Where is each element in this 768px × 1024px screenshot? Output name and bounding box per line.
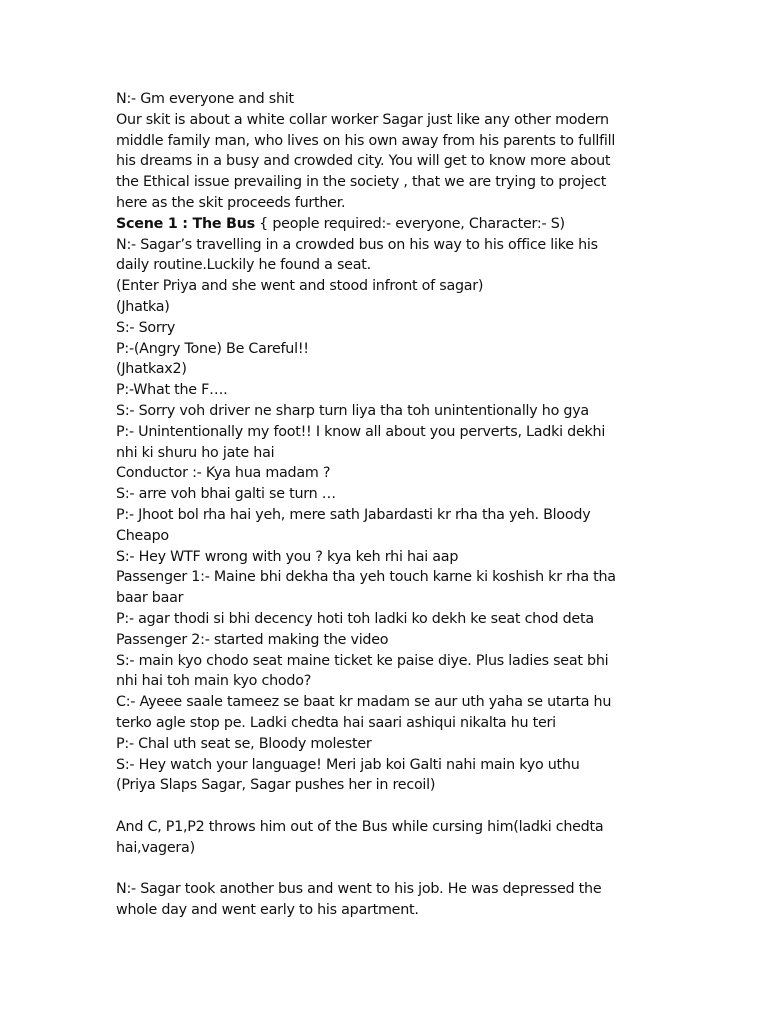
text-line: his dreams in a busy and crowded city. You will get to know more about (116, 153, 611, 170)
text-line: Cheapo (116, 527, 169, 544)
scene-heading: Scene 1 : The Bus (116, 215, 255, 232)
text-line: S:- Sorry (116, 319, 176, 336)
text-line: (Jhatkax2) (116, 361, 187, 378)
scene-heading-line (116, 214, 756, 235)
text-line: whole day and went early to his apartment. (116, 902, 419, 919)
text-line: Passenger 2:- started making the video (116, 631, 389, 648)
document-body (116, 89, 756, 921)
text-line: S:- Sorry voh driver ne sharp turn liya tha toh unintentionally ho gya (116, 402, 589, 419)
text-line: (Enter Priya and she went and stood infront of sagar) (116, 278, 484, 295)
text-line: N:- Sagar took another bus and went to his job. He was depressed the (116, 881, 602, 898)
text-line: daily routine.Luckily he found a seat. (116, 257, 371, 274)
text-line: N:- Gm everyone and shit (116, 91, 294, 107)
text-line: P:-What the F…. (116, 382, 228, 399)
text-line: And C, P1,P2 throws him out of the Bus while cursing him(ladki chedta (116, 818, 604, 835)
scene-requirements: { people required:- everyone, Character:- S) (254, 215, 565, 232)
text-line: middle family man, who lives on his own away from his parents to fullfill (116, 132, 616, 149)
paragraph-gap (116, 858, 756, 879)
text-line: N:- Sagar’s travelling in a crowded bus on his way to his office like his (116, 236, 598, 253)
text-line: S:- arre voh bhai galti se turn … (116, 486, 336, 503)
text-line: baar baar (116, 590, 184, 607)
text-line: S:- Hey watch your language! Meri jab koi Galti nahi main kyo uthu (116, 756, 580, 773)
text-line: Conductor :- Kya hua madam ? (116, 465, 331, 482)
text-line: terko agle stop pe. Ladki chedta hai saari ashiqui nikalta hu teri (116, 714, 556, 731)
text-line: the Ethical issue prevailing in the society , that we are trying to project (116, 174, 607, 191)
text-line: S:- Hey WTF wrong with you ? kya keh rhi hai aap (116, 548, 459, 565)
text-line: C:- Ayeee saale tameez se baat kr madam se aur uth yaha se utarta hu (116, 694, 612, 711)
text-line: Passenger 1:- Maine bhi dekha tha yeh touch karne ki koshish kr rha tha (116, 569, 616, 586)
text-line: nhi ki shuru ho jate hai (116, 444, 275, 461)
text-line: S:- main kyo chodo seat maine ticket ke paise diye. Plus ladies seat bhi (116, 652, 609, 669)
text-line: (Priya Slaps Sagar, Sagar pushes her in recoil) (116, 777, 436, 794)
text-line: here as the skit proceeds further. (116, 194, 346, 211)
text-line: P:- agar thodi si bhi decency hoti toh ladki ko dekh ke seat chod deta (116, 610, 594, 627)
text-line: Our skit is about a white collar worker Sagar just like any other modern (116, 111, 609, 128)
text-line: hai,vagera) (116, 839, 195, 856)
text-line: nhi hai toh main kyo chodo? (116, 673, 312, 690)
text-line: P:- Chal uth seat se, Bloody molester (116, 735, 372, 752)
paragraph-gap (116, 796, 756, 817)
text-line: P:-(Angry Tone) Be Careful!! (116, 340, 309, 357)
text-line: (Jhatka) (116, 298, 170, 315)
text-line: P:- Jhoot bol rha hai yeh, mere sath Jabardasti kr rha tha yeh. Bloody (116, 506, 591, 523)
text-line: P:- Unintentionally my foot!! I know all about you perverts, Ladki dekhi (116, 423, 606, 440)
